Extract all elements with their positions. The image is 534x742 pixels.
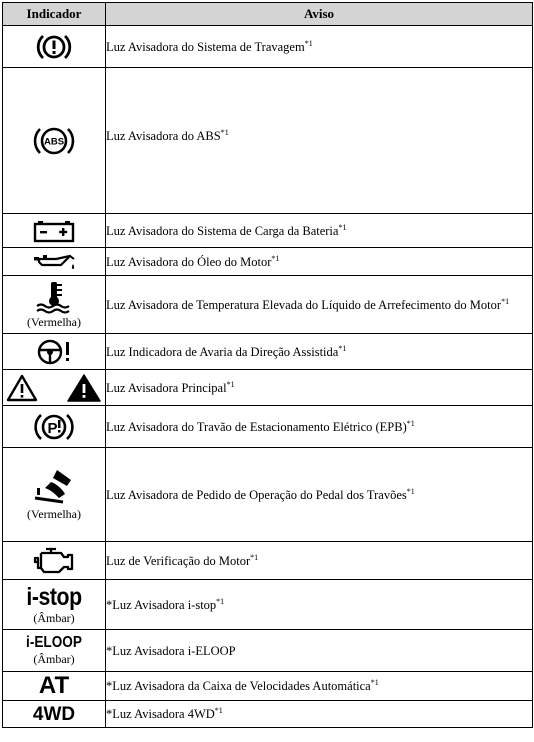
- list-item: [106, 672, 533, 701]
- footnote-mark: *1: [250, 552, 259, 562]
- 4wd-icon: 4WD: [32, 703, 76, 725]
- i-stop-icon: i-stop: [26, 582, 82, 611]
- row-label: Luz de Verificação do Motor: [106, 553, 251, 568]
- header-row: [3, 3, 533, 26]
- color-note: (Vermelha): [27, 507, 81, 521]
- power-steering-icon: [34, 338, 74, 366]
- row-label: Luz Avisadora i-ELOOP: [112, 643, 236, 658]
- table-row: [3, 214, 533, 248]
- table-row: [3, 276, 533, 334]
- footnote-mark: *1: [501, 296, 510, 306]
- footnote-mark: *1: [370, 677, 379, 687]
- row-prefix: *: [106, 597, 113, 612]
- svg-text:ABS: ABS: [43, 136, 65, 147]
- row-label: Luz Avisadora de Temperatura Elevada do Líquido de Arrefecimento do Motor: [106, 297, 502, 312]
- table-row: [3, 248, 533, 276]
- list-item: [106, 370, 533, 406]
- brake-pedal-icon: [31, 468, 77, 506]
- row-prefix: *: [106, 707, 113, 721]
- battery-icon: [32, 218, 76, 244]
- footnote-mark: *1: [338, 343, 347, 353]
- list-item: [106, 542, 533, 580]
- list-item: [106, 630, 533, 672]
- row-label: Luz Avisadora do Sistema de Carga da Bateria: [106, 223, 339, 238]
- footnote-mark: *1: [406, 418, 415, 428]
- footnote-mark: *1: [271, 253, 280, 263]
- table-row: [3, 406, 533, 448]
- row-label: Luz Avisadora do Travão de Estacionamento Elétrico (EPB): [106, 419, 407, 434]
- footnote-mark: *1: [338, 222, 347, 232]
- header-warning: Aviso: [106, 3, 533, 26]
- row-label: Luz Avisadora Principal: [106, 380, 227, 395]
- color-note: (Âmbar): [33, 610, 75, 625]
- header-indicator: Indicador: [3, 3, 106, 26]
- table-row: [3, 334, 533, 370]
- abs-warning-icon: [31, 123, 77, 159]
- row-prefix: *: [106, 679, 113, 693]
- color-note: (Vermelha): [27, 315, 81, 329]
- row-prefix: *: [106, 643, 113, 658]
- table-row: [3, 542, 533, 580]
- i-eloop-icon: i-ELOOP: [26, 634, 82, 651]
- list-item: [106, 26, 533, 68]
- check-engine-icon: [32, 546, 76, 576]
- brake-warning-icon: [34, 31, 74, 63]
- row-label: Luz Indicadora de Avaria da Direção Assistida: [106, 344, 339, 359]
- list-item: [106, 68, 533, 214]
- color-note: (Âmbar): [33, 652, 75, 666]
- row-label: Luz Avisadora da Caixa de Velocidades Automática: [112, 679, 371, 693]
- table-row: [3, 26, 533, 68]
- row-label: Luz Avisadora do ABS: [106, 129, 221, 143]
- svg-text:P: P: [47, 419, 58, 437]
- list-item: [106, 276, 533, 334]
- row-label: Luz Avisadora do Sistema de Travagem: [106, 39, 305, 54]
- at-icon: AT: [38, 672, 70, 699]
- table-row: [3, 701, 533, 728]
- list-item: [106, 334, 533, 370]
- table-row: [3, 448, 533, 542]
- footnote-mark: *1: [304, 38, 313, 48]
- list-item: [106, 701, 533, 728]
- footnote-mark: *1: [406, 486, 415, 496]
- list-item: [106, 580, 533, 630]
- oil-can-icon: [30, 251, 78, 273]
- epb-warning-icon: [33, 410, 75, 444]
- table-row: [3, 672, 533, 701]
- row-label: Luz Avisadora i-stop: [112, 597, 217, 612]
- list-item: [106, 214, 533, 248]
- table-row: [3, 580, 533, 630]
- footnote-mark: *1: [214, 705, 223, 715]
- table-row: [3, 370, 533, 406]
- row-label: Luz Avisadora de Pedido de Operação do Pedal dos Travões: [106, 487, 407, 502]
- master-warning-icon: [6, 373, 102, 403]
- table-row: [3, 630, 533, 672]
- footnote-mark: *1: [216, 596, 225, 606]
- row-label: Luz Avisadora do Óleo do Motor: [106, 254, 272, 269]
- list-item: [106, 406, 533, 448]
- footnote-mark: *1: [220, 127, 229, 137]
- coolant-temperature-icon: [33, 280, 75, 314]
- list-item: [106, 448, 533, 542]
- table-row: [3, 68, 533, 214]
- row-label: Luz Avisadora 4WD: [112, 707, 215, 721]
- footnote-mark: *1: [226, 379, 235, 389]
- warning-lights-table: [2, 2, 533, 728]
- list-item: [106, 248, 533, 276]
